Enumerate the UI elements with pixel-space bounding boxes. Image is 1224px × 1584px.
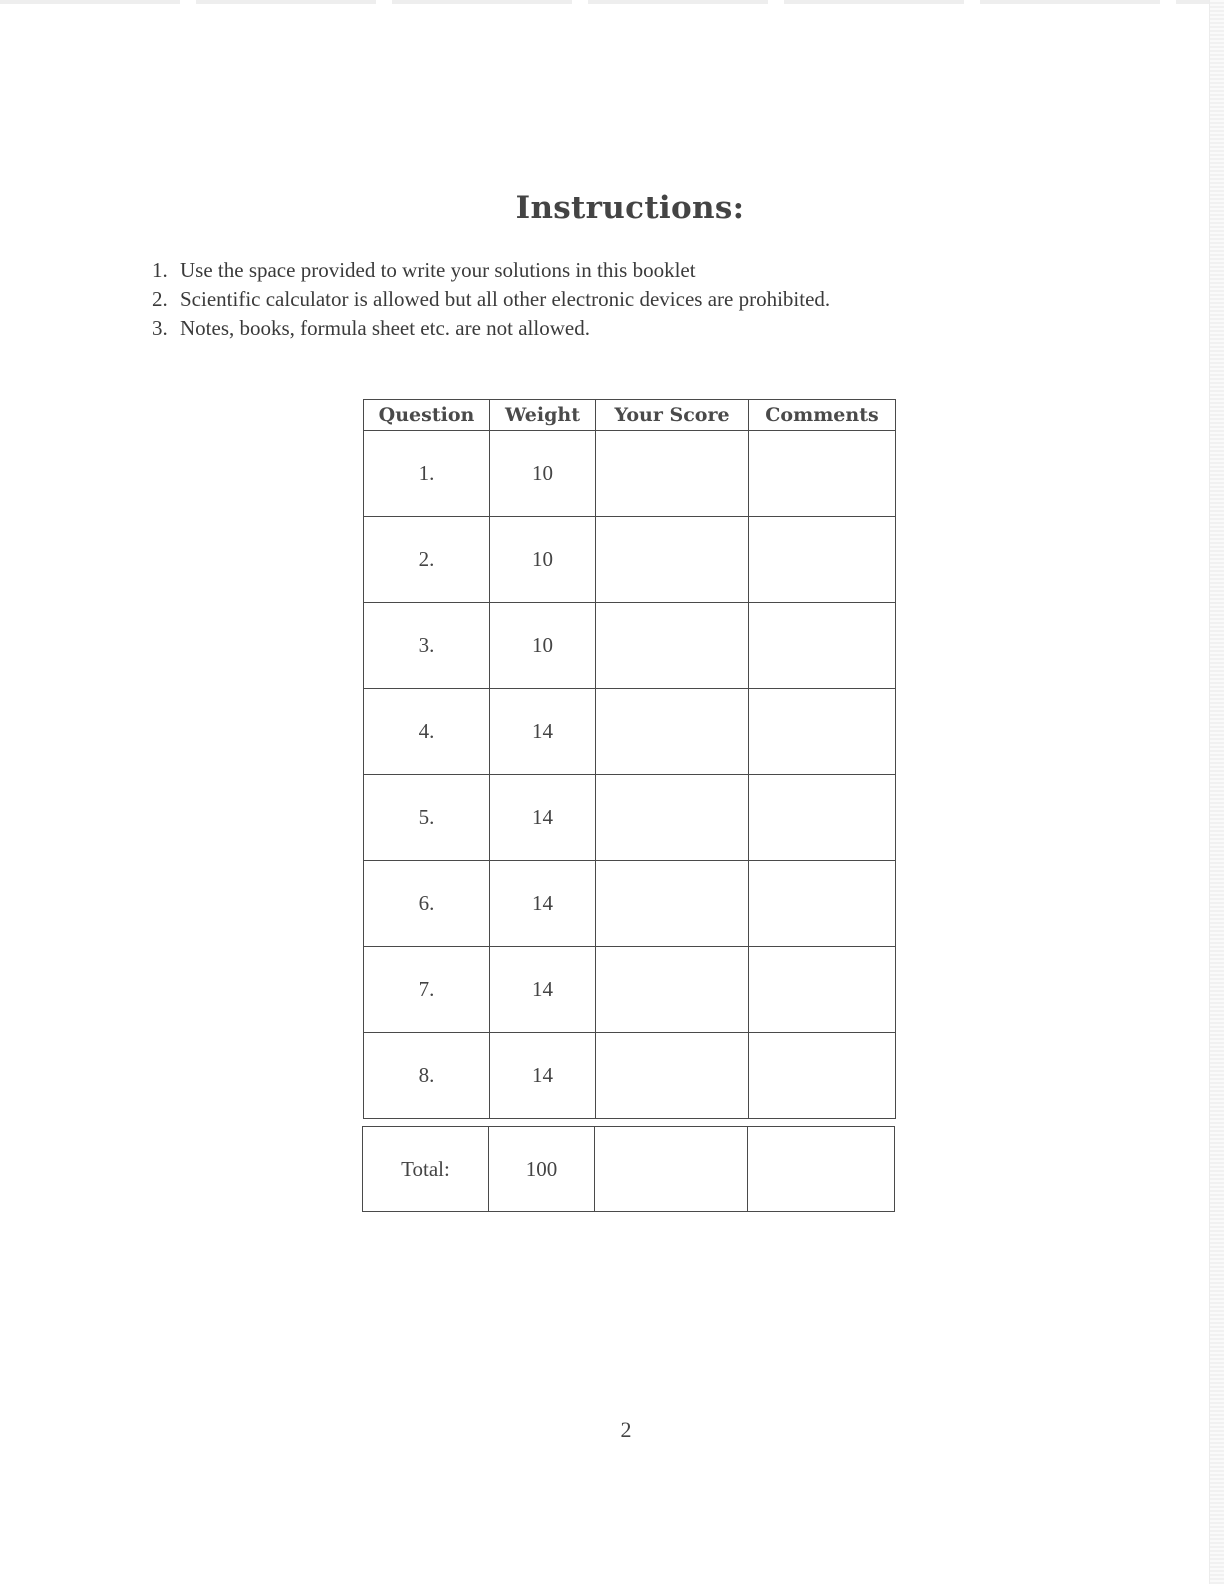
table-header-row [364, 400, 896, 431]
question-cell: 4. [364, 689, 490, 775]
table-row [364, 517, 896, 603]
weight-cell: 14 [490, 861, 596, 947]
table-row [364, 947, 896, 1033]
weight-cell: 10 [490, 517, 596, 603]
score-cell[interactable] [596, 603, 749, 689]
weight-cell: 14 [490, 1033, 596, 1119]
total-comments-cell[interactable] [748, 1127, 895, 1212]
instruction-number: 1. [152, 258, 168, 282]
score-cell[interactable] [596, 1033, 749, 1119]
weight-cell: 10 [490, 603, 596, 689]
score-table [363, 399, 896, 1119]
scan-top-edge [0, 0, 1224, 4]
table-row [364, 689, 896, 775]
table-row [364, 775, 896, 861]
question-cell: 8. [364, 1033, 490, 1119]
weight-cell: 10 [490, 431, 596, 517]
score-cell[interactable] [596, 775, 749, 861]
comments-cell[interactable] [749, 775, 896, 861]
instruction-item [152, 256, 830, 285]
scan-right-edge [1209, 0, 1224, 1584]
comments-cell[interactable] [749, 861, 896, 947]
question-cell: 1. [364, 431, 490, 517]
instruction-item [152, 314, 830, 343]
header-question: Question [364, 400, 490, 431]
instruction-number: 3. [152, 316, 168, 340]
score-cell[interactable] [596, 689, 749, 775]
weight-cell: 14 [490, 947, 596, 1033]
comments-cell[interactable] [749, 947, 896, 1033]
instruction-number: 2. [152, 287, 168, 311]
table-row [364, 1033, 896, 1119]
header-your-score: Your Score [596, 400, 749, 431]
header-comments: Comments [749, 400, 896, 431]
instruction-item [152, 285, 830, 314]
question-cell: 3. [364, 603, 490, 689]
score-cell[interactable] [596, 861, 749, 947]
table-row [364, 861, 896, 947]
total-label: Total: [363, 1127, 489, 1212]
table-row [364, 603, 896, 689]
instructions-list [152, 256, 830, 343]
score-cell[interactable] [596, 517, 749, 603]
comments-cell[interactable] [749, 689, 896, 775]
comments-cell[interactable] [749, 431, 896, 517]
instruction-text: Scientific calculator is allowed but all other electronic devices are prohibited. [180, 287, 831, 311]
question-cell: 7. [364, 947, 490, 1033]
question-cell: 2. [364, 517, 490, 603]
comments-cell[interactable] [749, 1033, 896, 1119]
question-cell: 5. [364, 775, 490, 861]
weight-cell: 14 [490, 689, 596, 775]
page-title: Instructions: [515, 190, 745, 226]
total-row [363, 1127, 895, 1212]
page-number: 2 [620, 1417, 632, 1442]
table-row [364, 431, 896, 517]
total-table [362, 1126, 895, 1212]
score-cell[interactable] [596, 947, 749, 1033]
total-score-cell[interactable] [595, 1127, 748, 1212]
comments-cell[interactable] [749, 517, 896, 603]
question-cell: 6. [364, 861, 490, 947]
header-weight: Weight [490, 400, 596, 431]
total-weight: 100 [489, 1127, 595, 1212]
weight-cell: 14 [490, 775, 596, 861]
instruction-text: Use the space provided to write your solutions in this booklet [180, 258, 696, 282]
score-cell[interactable] [596, 431, 749, 517]
comments-cell[interactable] [749, 603, 896, 689]
instruction-text: Notes, books, formula sheet etc. are not allowed. [180, 316, 590, 340]
